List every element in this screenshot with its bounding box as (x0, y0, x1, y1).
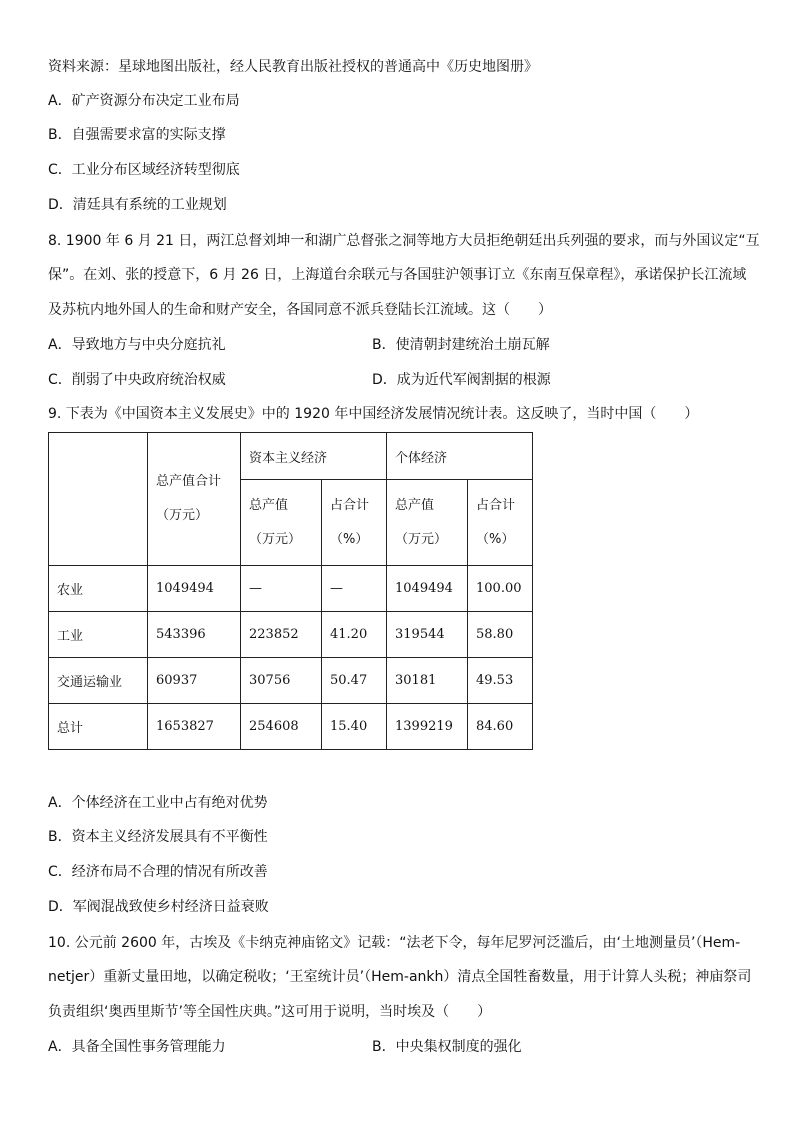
capitalist-economy-header: 资本主义经济 (241, 433, 387, 480)
q8-option-a: A．导致地方与中央分庭抗礼 (48, 337, 226, 353)
q9-stem: 9. 下表为《中国资本主义发展史》中的 1920 年中国经济发展情况统计表。这反映了，当时中国（ ） (48, 406, 699, 422)
q8-option-b: B．使清朝封建统治土崩瓦解 (372, 337, 550, 353)
individual-share-header: 占合计 （%） (468, 480, 533, 566)
capitalist-share-cell: 50.47 (322, 658, 387, 704)
individual-output-cell: 1399219 (387, 704, 468, 750)
q9-option-a: A．个体经济在工业中占有绝对优势 (48, 795, 268, 811)
total-output-header: 总产值合计 （万元） (148, 433, 241, 566)
q8-option-c: C．削弱了中央政府统治权威 (48, 372, 226, 388)
total-output-cell: 543396 (148, 612, 241, 658)
capitalist-output-header: 总产值 （万元） (241, 480, 322, 566)
table-corner-cell (49, 433, 148, 566)
q8-stem-line-2: 保”。在刘、张的授意下，6 月 26 日，上海道台余联元与各国驻沪领事订立《东南互保章程》，承诺保护长江流域 (48, 267, 747, 283)
capitalist-share-header: 占合计 （%） (322, 480, 387, 566)
total-output-cell: 1653827 (148, 704, 241, 750)
individual-economy-header: 个体经济 (387, 433, 533, 480)
individual-output-cell: 30181 (387, 658, 468, 704)
capitalist-output-cell: 223852 (241, 612, 322, 658)
q7-option-d: D．清廷具有系统的工业规划 (48, 197, 227, 213)
q10-stem-line-1: 10. 公元前 2600 年，古埃及《卡纳克神庙铭文》记载：“法老下令，每年尼罗河泛滥后，由‘土地测量员’（Hem- (48, 935, 741, 951)
capitalist-share-cell: — (322, 566, 387, 612)
economic-statistics-table (48, 432, 533, 750)
table-row (49, 612, 533, 658)
total-output-cell: 1049494 (148, 566, 241, 612)
q7-option-a: A．矿产资源分布决定工业布局 (48, 93, 240, 109)
table-row (49, 658, 533, 704)
q9-option-c: C．经济布局不合理的情况有所改善 (48, 864, 268, 880)
q10-stem-line-2: netjer）重新丈量田地，以确定税收；‘王室统计员’（Hem-ankh）清点全国牲畜数量，用于计算人头税；神庙祭司 (48, 969, 752, 985)
table-row (49, 704, 533, 750)
q8-stem-line-3: 及苏杭内地外国人的生命和财产安全，各国同意不派兵登陆长江流域。这（ ） (48, 302, 552, 318)
q9-option-d: D．军阀混战致使乡村经济日益衰败 (48, 899, 269, 915)
individual-output-header: 总产值 （万元） (387, 480, 468, 566)
individual-share-cell: 100.00 (468, 566, 533, 612)
capitalist-share-cell: 41.20 (322, 612, 387, 658)
individual-output-cell: 1049494 (387, 566, 468, 612)
table-row (49, 566, 533, 612)
row-label: 工业 (49, 612, 148, 658)
individual-share-cell: 58.80 (468, 612, 533, 658)
q9-option-b: B．资本主义经济发展具有不平衡性 (48, 829, 268, 845)
capitalist-output-cell: 254608 (241, 704, 322, 750)
individual-share-cell: 84.60 (468, 704, 533, 750)
capitalist-output-cell: 30756 (241, 658, 322, 704)
q10-option-b: B．中央集权制度的强化 (372, 1039, 522, 1055)
q7-option-c: C．工业分布区域经济转型彻底 (48, 162, 240, 178)
row-label: 总计 (49, 704, 148, 750)
total-output-cell: 60937 (148, 658, 241, 704)
capitalist-share-cell: 15.40 (322, 704, 387, 750)
q10-option-a: A．具备全国性事务管理能力 (48, 1039, 226, 1055)
row-label: 交通运输业 (49, 658, 148, 704)
capitalist-output-cell: — (241, 566, 322, 612)
individual-share-cell: 49.53 (468, 658, 533, 704)
row-label: 农业 (49, 566, 148, 612)
source-line: 资料来源：星球地图出版社，经人民教育出版社授权的普通高中《历史地图册》 (48, 59, 538, 75)
q10-stem-line-3: 负责组织‘奥西里斯节’等全国性庆典。”这可用于说明，当时埃及（ ） (48, 1004, 492, 1020)
q7-option-b: B．自强需要求富的实际支撑 (48, 127, 226, 143)
q8-option-d: D．成为近代军阀割据的根源 (372, 372, 551, 388)
q8-stem-line-1: 8. 1900 年 6 月 21 日，两江总督刘坤一和湖广总督张之洞等地方大员拒绝朝廷出兵列强的要求，而与外国议定“互 (48, 233, 760, 249)
individual-output-cell: 319544 (387, 612, 468, 658)
